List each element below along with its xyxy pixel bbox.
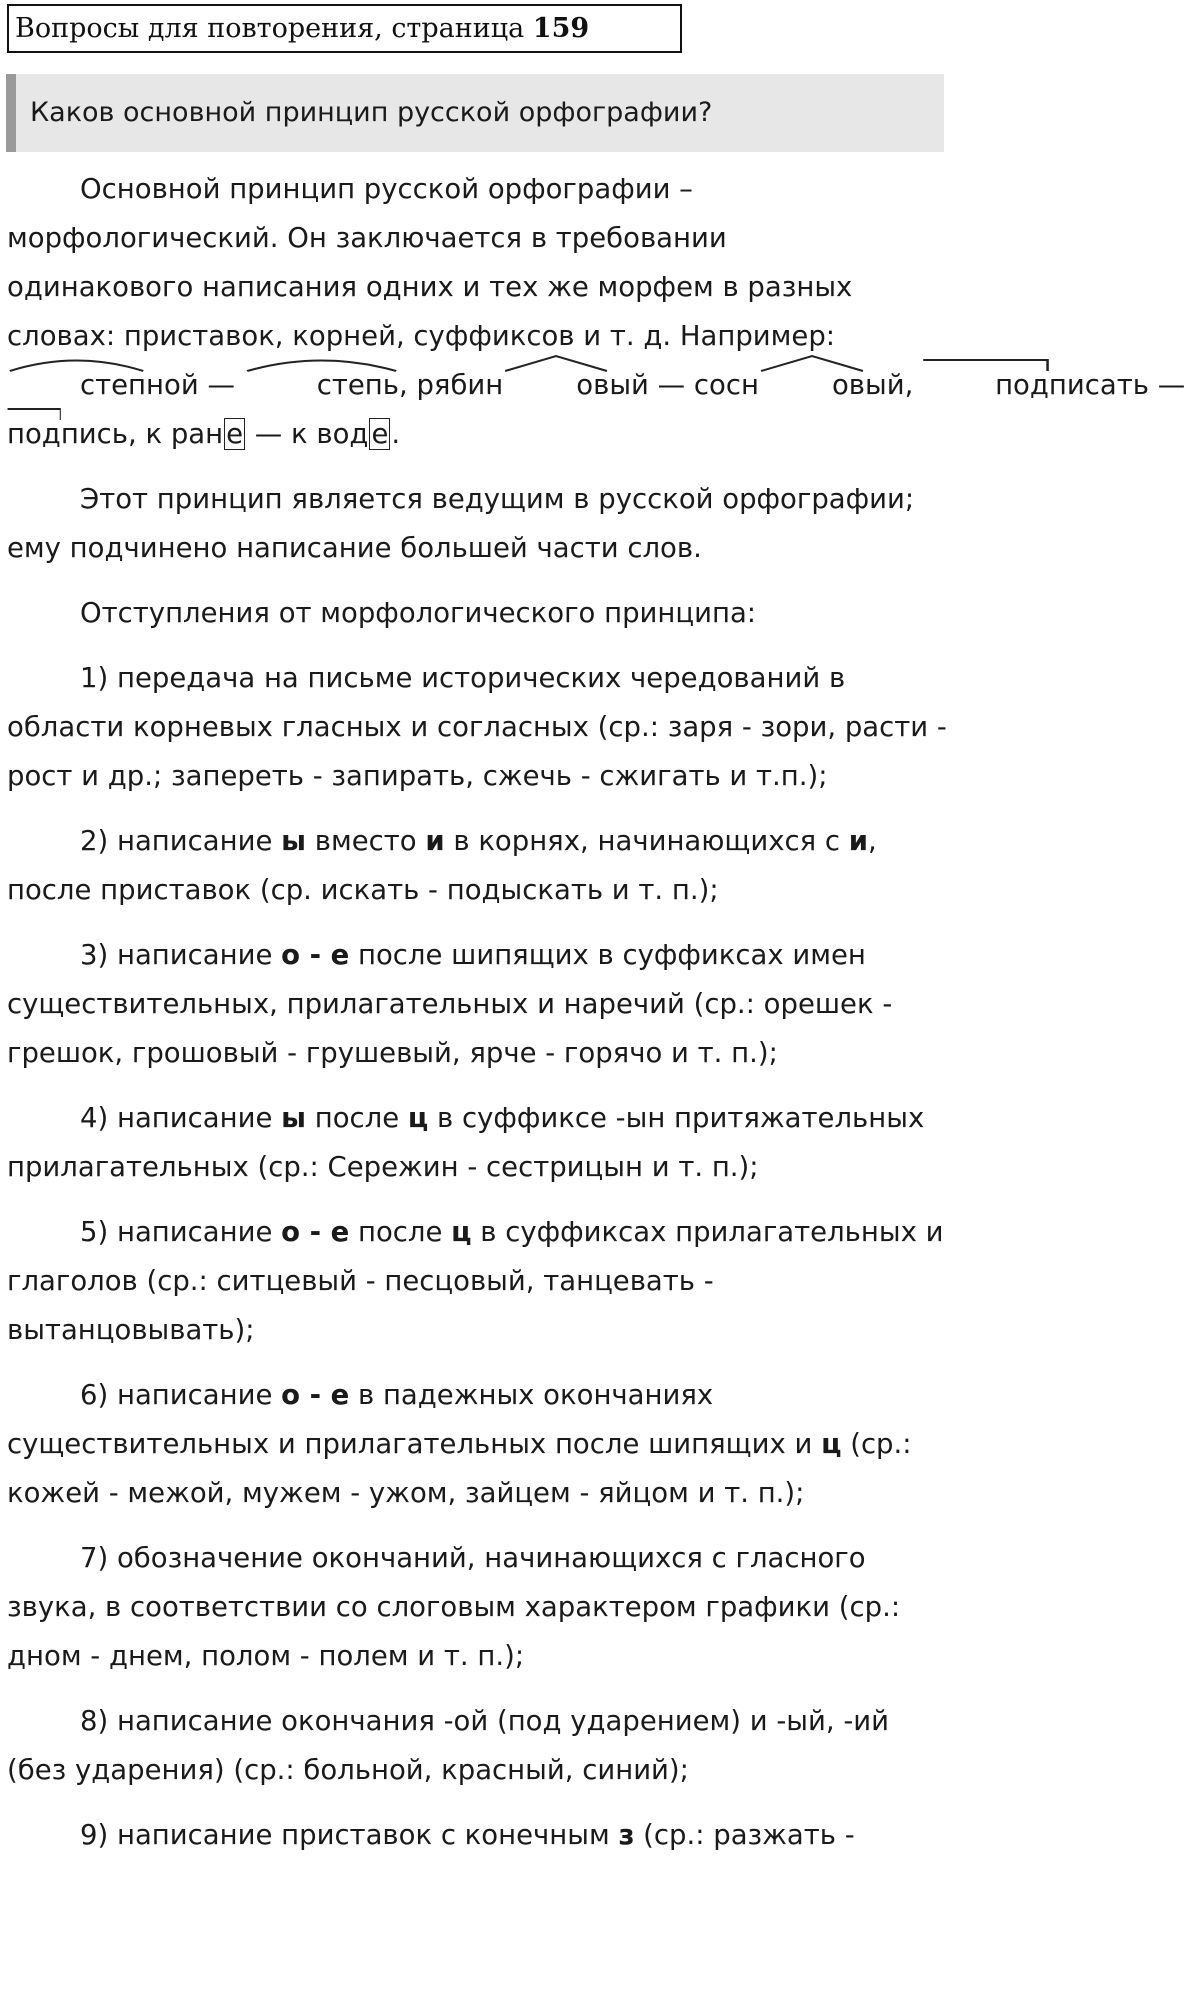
list-item-5: 5) написание о - е после ц в суффиксах прилагательных и глаголов (ср.: ситцевый - песцовый, танцевать - вытанцовывать); [7, 1216, 944, 1346]
paragraph-deviations: Отступления от морфологического принципа: [80, 597, 757, 629]
answer-body [7, 165, 1185, 1876]
para1-line1: Основной принцип русской орфографии – [80, 173, 693, 205]
list-item-2: 2) написание ы вместо и в корнях, начинающихся с и, после приставок (ср. искать - подыскать и т. п.); [7, 825, 877, 906]
root-arc-stepnoy: степ [7, 361, 146, 410]
list-item-1: 1) передача на письме исторических чередований в области корневых гласных и согласных (ср.: заря - зори, расти - рост и др.; запереть - запирать, сжечь - сжигать и т.п.); [7, 662, 947, 792]
para1-line3: одинакового написания одних и тех же морфем в разных [7, 271, 853, 303]
paragraph-leading: Этот принцип является ведущим в русской орфографии; ему подчинено написание большей части слов. [7, 483, 915, 564]
ending-box-rane: е [226, 418, 244, 450]
suffix-mark-ryabinovy: ов [503, 361, 609, 410]
para1-line2: морфологический. Он заключается в требовании [7, 222, 727, 254]
para1-line4: словах: приставок, корней, суффиксов и т. д. Например: [7, 320, 836, 352]
root-arc-step: степь [244, 361, 399, 410]
list-item-6: 6) написание о - е в падежных окончаниях существительных и прилагательных после шипящих и ц (ср.: кожей - межой, мужем - ужом, зайцем - яйцом и т. п.); [7, 1379, 912, 1509]
suffix-mark-sosnovy: ов [759, 361, 865, 410]
prefix-mark-podpis: под [7, 410, 61, 459]
list-item-9: 9) написание приставок с конечным з (ср.: разжать - [80, 1819, 855, 1851]
prefix-mark-podpisat: под [922, 361, 1049, 410]
page-number: 159 [532, 13, 590, 44]
page-header [7, 4, 682, 53]
header-title: Вопросы для повторения, страница [15, 13, 525, 44]
para1-examples-line2: подпись, к ран е — к вод е . [7, 410, 400, 459]
ending-box-vode: е [371, 418, 389, 450]
para1-examples-line1: степной — степь, рябин овый — сосн овый, подписать — [7, 369, 1185, 401]
list-item-4: 4) написание ы после ц в суффиксе -ын притяжательных прилагательных (ср.: Сережин - сестрицын и т. п.); [7, 1102, 925, 1183]
question-heading: Каков основной принцип русской орфографии? [6, 74, 944, 152]
list-item-8: 8) написание окончания -ой (под ударением) и -ый, -ий (без ударения) (ср.: больной, красный, синий); [7, 1705, 890, 1786]
paragraph-principle [7, 165, 1185, 459]
list-item-7: 7) обозначение окончаний, начинающихся с гласного звука, в соответствии со слоговым характером графики (ср.: дном - днем, полом - полем и т. п.); [7, 1542, 901, 1672]
list-item-3: 3) написание о - е после шипящих в суффиксах имен существительных, прилагательных и наречий (ср.: орешек - грешок, грошовый - грушевый, ярче - горячо и т. п.); [7, 939, 893, 1069]
